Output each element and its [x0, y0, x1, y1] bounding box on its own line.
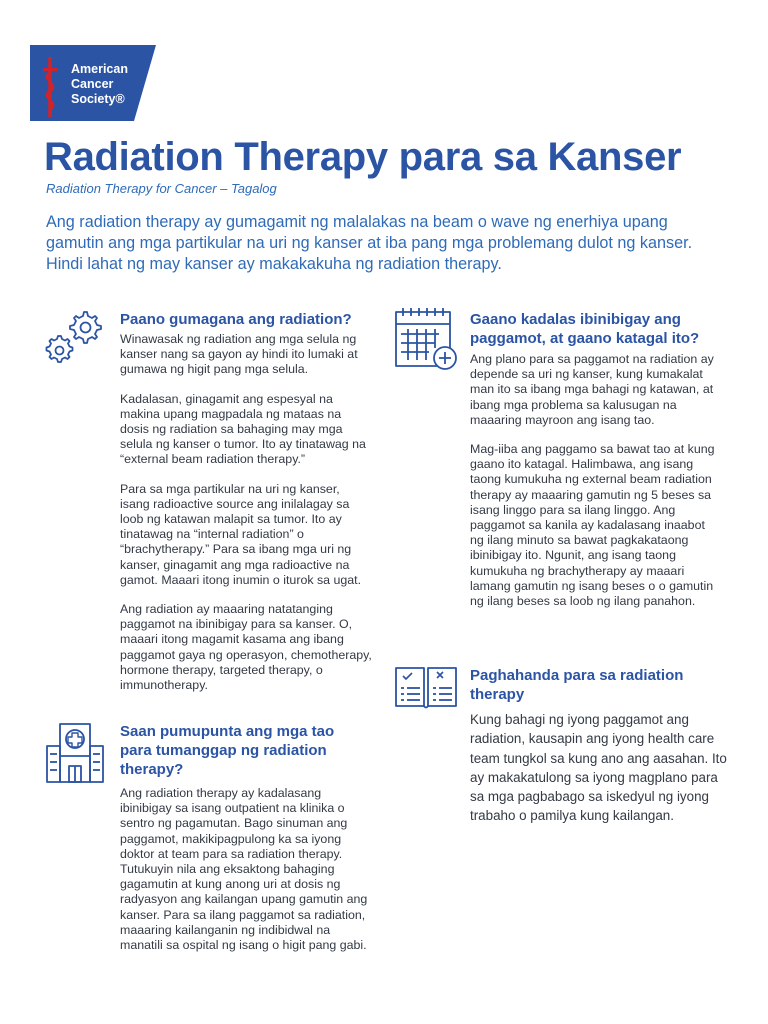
gears-icon	[44, 306, 106, 368]
paragraph: Ang radiation ay maaaring natatanging paggamot na ibinibigay para sa kanser. O, maaari itong magamit kasama ang ibang paggamot gaya ng operasyon, chemotherapy, hormone therapy, targeted therapy, o immunotherapy.	[120, 602, 372, 693]
paragraph: Para sa mga partikular na uri ng kanser, isang radioactive source ang inilalagay sa loob ng katawan malapit sa tumor. Ito ay tinatawag na “internal radiation” o “brachytherapy.” Para sa ibang mga uri ng kanser, ginagamit ang mga radioactive na gamot. Maaari itong inumin o iturok sa ugat.	[120, 481, 362, 587]
paragraph: Kadalasan, ginagamit ang espesyal na makina upang magpadala ng mataas na dosis ng radiation sa bahaging may mga selula ng kanser o tumor. Ito ay tinatawag na “external beam radiation therapy.”	[120, 391, 366, 467]
paragraph: Winawasak ng radiation ang mga selula ng kanser nang sa gayon ay hindi ito lumaki at gumawa ng higit pang mga selula.	[120, 332, 358, 377]
intro-paragraph: Ang radiation therapy ay gumagamit ng malalakas na beam o wave ng enerhiya upang gamutin ang mga partikular na uri ng kanser at iba pang mga problemang dulot ng kanser. Hindi lahat ng may kanser ay makakakuha ng radiation therapy.	[46, 213, 693, 273]
acs-logo	[30, 45, 156, 121]
section-heading-frequency: Gaano kadalas ibinibigay ang paggamot, at gaano katagal ito?	[470, 311, 700, 347]
paragraph: Kung bahagi ng iyong paggamot ang radiation, kausapin ang iyong health care team tungkol sa kung ano ang aasahan. Ito ay makakatulong sa iyong magplano para sa mga pagbabago sa iskedyul ng iyong trabaho o pamilya kung kailangan.	[470, 712, 727, 824]
section-heading-where: Saan pumupunta ang mga tao para tumanggap ng radiation therapy?	[120, 723, 335, 778]
paragraph: Ang plano para sa paggamot na radiation ay depende sa uri ng kanser, kung kumakalat man ito sa ibang mga bahagi ng katawan, at ibang mga problema sa kalusugan na maaaring mayroon ang isang tao.	[470, 352, 714, 427]
page-subtitle: Radiation Therapy for Cancer – Tagalog	[46, 181, 277, 196]
section-heading-how: Paano gumagana ang radiation?	[120, 311, 352, 328]
paragraph: Ang radiation therapy ay kadalasang ibinibigay sa isang outpatient na klinika o sentro ng pagamutan. Bago sinuman ang paggamot, makikipagpulong ka sa iyong doktor at team para sa radiation therapy. Tutukuyin nila ang eksaktong bahaging gagamutin at kung anong uri at dosis ng radyasyon ang kailangan upang gamutin ang kanser. Para sa ilang paggamot sa radiation, maaaring kailanganin ng indibidwal na manatili sa ospital ng isang o higit pang gabi.	[120, 786, 368, 953]
logo-line-1: American	[71, 62, 128, 76]
paragraph: Mag-iiba ang paggamo sa bawat tao at kung gaano ito katagal. Halimbawa, ang isang taong kumukuha ng external beam radiation therapy ay maaaring gamutin ng 5 beses sa isang linggo para sa ilang linggo. Ang paggamot sa kanila ay kadalasang inaabot ng ilang minuto sa bawat pagkakataong ibinibigay ito. Ngunit, ang isang taong kumukuha ng brachytherapy ay maaari lamang gamutin ng isang beses o o gamutin ng ilang beses sa loob ng ilang panahon.	[470, 442, 715, 609]
section-body-prep	[470, 710, 732, 840]
section-body-how	[120, 332, 372, 707]
logo-line-2: Cancer	[71, 77, 114, 91]
checklist-book-icon	[393, 662, 459, 710]
section-body-frequency	[470, 352, 722, 623]
page-title: Radiation Therapy para sa Kanser	[44, 135, 682, 179]
hospital-icon	[44, 720, 106, 786]
section-body-where	[120, 786, 372, 967]
section-heading-prep: Paghahanda para sa radiation therapy	[470, 667, 684, 703]
calendar-icon	[393, 306, 459, 372]
logo-line-3: Society®	[71, 92, 125, 106]
